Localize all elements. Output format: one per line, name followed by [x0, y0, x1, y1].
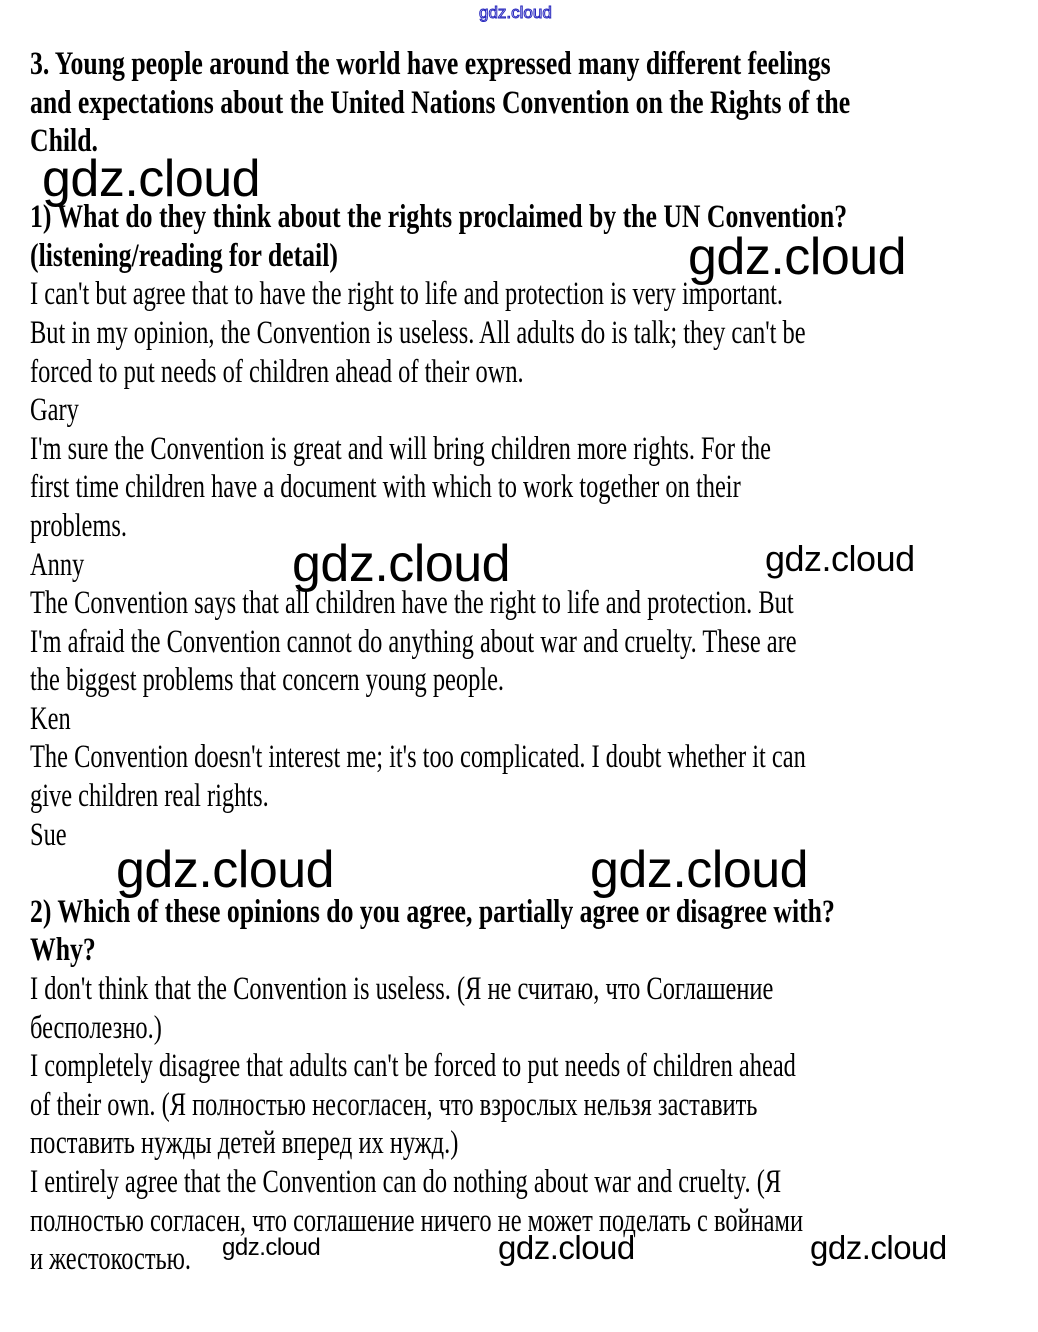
answer-line: I'm afraid the Convention cannot do anything about war and cruelty. These are — [30, 623, 797, 660]
task2-heading-line: 2) Which of these opinions do you agree, partially agree or disagree with? — [30, 893, 835, 930]
exercise-heading — [30, 45, 1038, 161]
answer-line: I can't but agree that to have the right to life and protection is very important. — [30, 276, 784, 313]
gdz-cloud-watermark: gdz.cloud — [42, 150, 261, 208]
gdz-cloud-watermark: gdz.cloud — [765, 538, 915, 579]
speaker-name: Sue — [30, 816, 67, 853]
answer-line: I entirely agree that the Convention can do nothing about war and cruelty. (Я — [30, 1164, 782, 1201]
answer-line: give children real rights. — [30, 778, 269, 815]
answer-line: I don't think that the Convention is useless. (Я не считаю, что Соглашение — [30, 971, 774, 1008]
answer-line: problems. — [30, 507, 127, 544]
gdz-cloud-watermark: gdz.cloud — [222, 1234, 321, 1261]
exercise-heading-line: and expectations about the United Nations Convention on the Rights of the — [30, 84, 851, 121]
answer-line: I'm sure the Convention is great and will bring children more rights. For the — [30, 430, 771, 467]
speaker-name: Gary — [30, 392, 79, 429]
answer-line: first time children have a document with which to work together on their — [30, 469, 741, 506]
answer-line: forced to put needs of children ahead of their own. — [30, 353, 524, 390]
speaker-name: Ken — [30, 700, 71, 737]
answer-line: бесполезно.) — [30, 1009, 162, 1046]
exercise-heading-line: 3. Young people around the world have expressed many different feelings — [30, 46, 831, 82]
task1-section — [30, 198, 1038, 854]
task2-heading-line: Why? — [30, 932, 96, 969]
answer-line: полностью согласен, что соглашение ничего не может поделать с войнами — [30, 1202, 804, 1239]
gdz-cloud-watermark-top: gdz.cloud — [479, 3, 552, 22]
answer-line: The Convention says that all children have the right to life and protection. But — [30, 585, 794, 622]
answer-line: поставить нужды детей вперед их нужд.) — [30, 1125, 459, 1162]
task1-heading-line: (listening/reading for detail) — [30, 237, 338, 274]
exercise-heading-line: Child. — [30, 123, 98, 160]
gdz-cloud-watermark: gdz.cloud — [688, 228, 907, 286]
speaker-name: Anny — [30, 546, 85, 583]
gdz-cloud-watermark: gdz.cloud — [292, 535, 511, 593]
answer-line: the biggest problems that concern young people. — [30, 662, 505, 699]
task1-heading-line: 1) What do they think about the rights proclaimed by the UN Convention? — [30, 199, 848, 236]
answer-line: of their own. (Я полностью несогласен, что взрослых нельзя заставить — [30, 1086, 758, 1123]
task2-section — [30, 893, 1038, 1279]
answer-line: и жестокостью. — [30, 1241, 192, 1278]
answer-line: But in my opinion, the Convention is useless. All adults do is talk; they can't be — [30, 314, 806, 351]
exercise-text — [30, 45, 1038, 1279]
gdz-cloud-watermark: gdz.cloud — [116, 841, 335, 899]
gdz-cloud-watermark: gdz.cloud — [590, 841, 809, 899]
gdz-cloud-watermark: gdz.cloud — [498, 1229, 635, 1266]
answer-line: The Convention doesn't interest me; it's too complicated. I doubt whether it can — [30, 739, 806, 776]
answer-line: I completely disagree that adults can't be forced to put needs of children ahead — [30, 1048, 796, 1085]
gdz-cloud-watermark: gdz.cloud — [810, 1229, 947, 1266]
